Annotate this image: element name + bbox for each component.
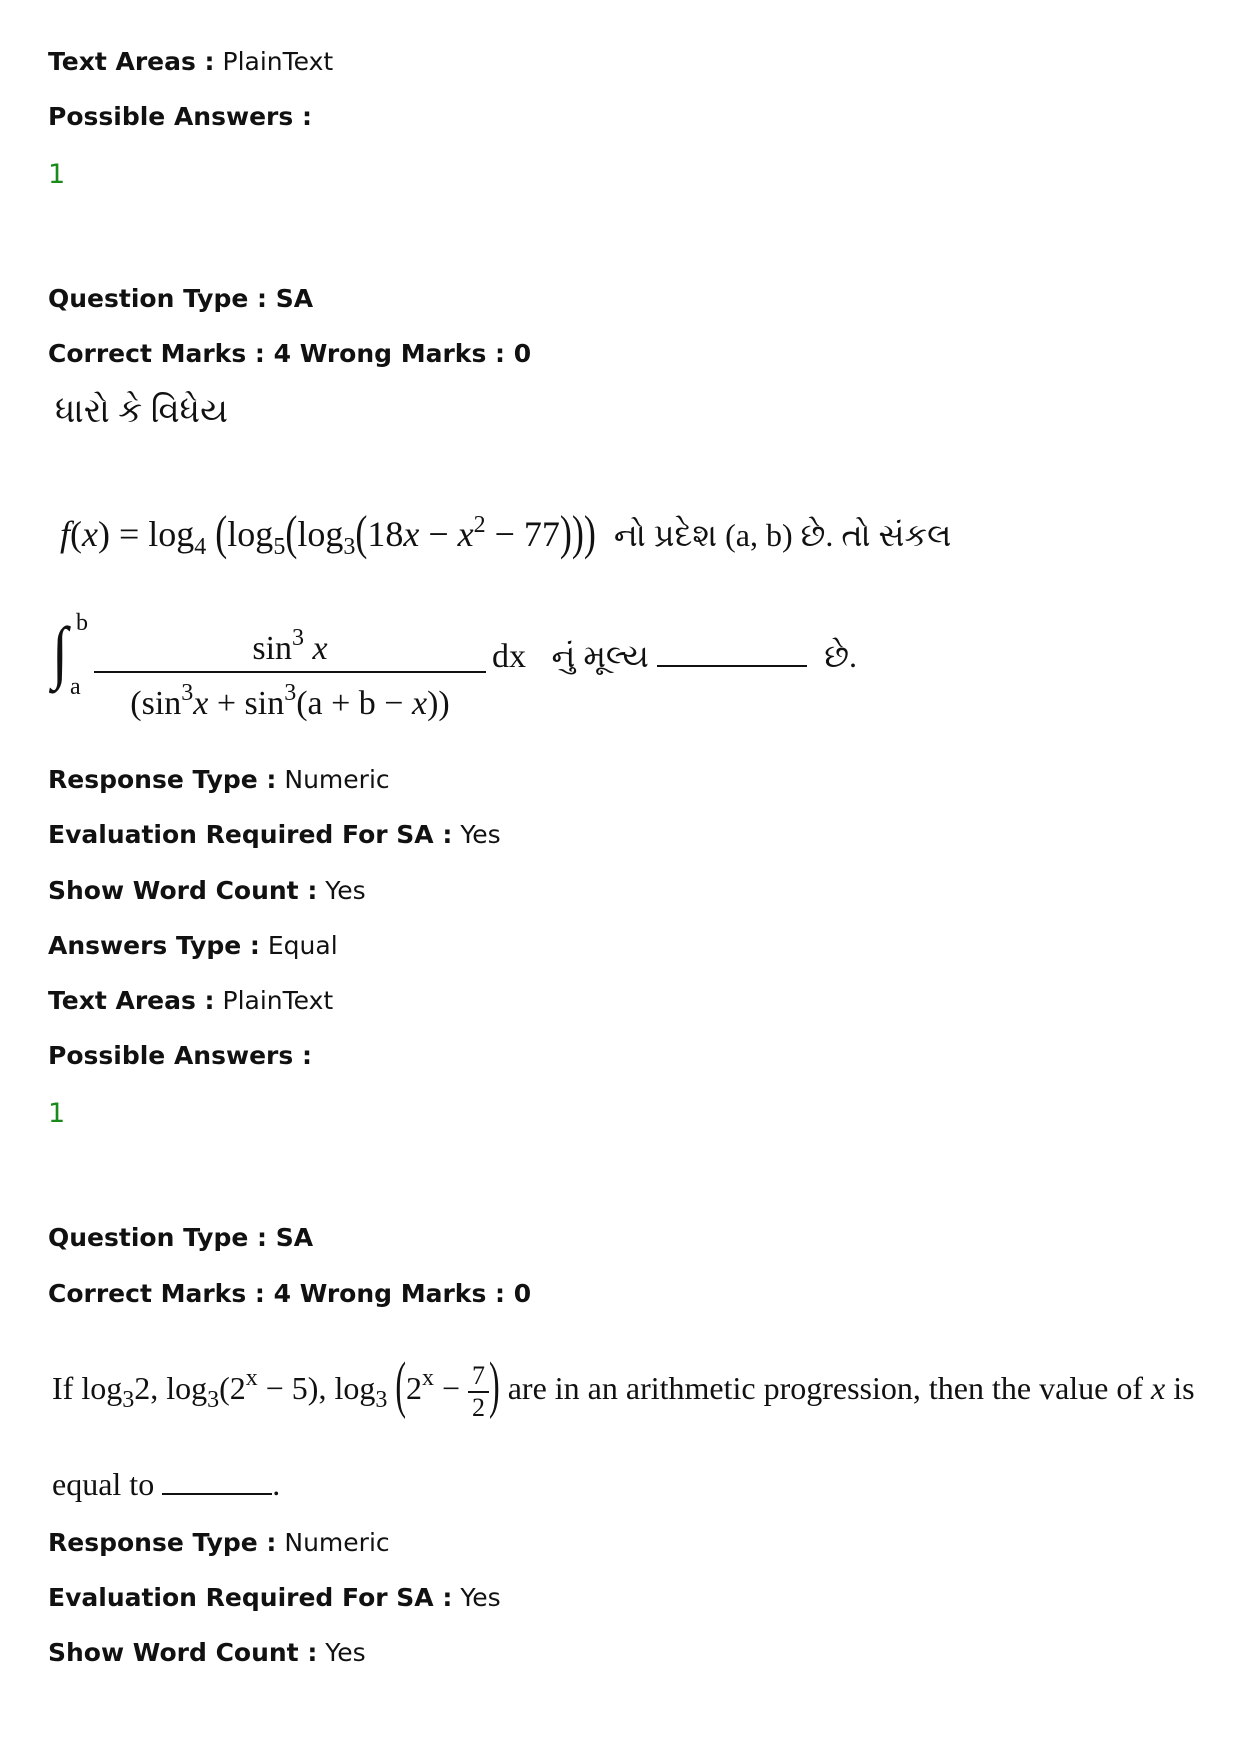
word-count-label: Show Word Count : [48,1638,318,1667]
end-text: છે. [824,638,858,674]
eq-log: ) = log [98,514,195,554]
period: . [272,1466,281,1502]
evaluation-label: Evaluation Required For SA : [48,1583,453,1612]
log-base: 3 [343,534,356,560]
response-type-value: Numeric [284,765,390,794]
x-var: x [457,514,474,554]
op: − [419,514,458,554]
word-count-row [48,875,366,907]
evaluation-value: Yes [460,820,501,849]
marks-line: Correct Marks : 4 Wrong Marks : 0 [48,339,532,368]
response-type-label: Response Type : [48,1528,277,1557]
fraction-numerator: 7 [468,1361,489,1393]
den: (sin [130,685,182,722]
exponent: 2 [473,512,486,538]
log-base: 3 [207,1387,220,1413]
exponent: 3 [181,680,194,706]
den: (a + b − [296,685,412,722]
answers-type-row [48,930,338,962]
word-count-row [48,1637,366,1669]
text-areas-label: Text Areas : [48,986,215,1015]
stem: 2, log [134,1370,208,1406]
response-type-row [48,764,390,796]
numerator [94,618,486,673]
den: )) [427,685,450,722]
possible-answer-value: 1 [48,159,66,190]
question-2-stem: If $\log_32$, $\log_3(2^x - 5)$, $\log_3 (2^x$ − $\frac{7}{2}$ ) are in an arithmetic progression, then the value of x is [52,1347,1195,1422]
answer-blank [657,663,807,667]
stem: − 5), log [257,1370,376,1406]
fraction [468,1361,489,1423]
word-count-label: Show Word Count : [48,876,318,905]
exponent: 3 [292,625,305,651]
response-type-value: Numeric [284,1528,390,1557]
f-symbol: f [60,514,71,554]
den: + sin [208,685,285,722]
question-type: Question Type : SA [48,1223,314,1252]
log-base: 3 [122,1387,135,1413]
possible-answer-value: 1 [48,1098,66,1129]
exponent: x [422,1365,434,1391]
exponent: 3 [284,680,297,706]
paren: ( [70,514,83,554]
text-areas-value: PlainText [222,986,334,1015]
evaluation-row [48,1582,501,1614]
x-var: x [403,514,420,554]
stem: are in an arithmetic progression, then the value of [507,1370,1144,1406]
stem: If log [52,1370,123,1406]
possible-answers-label: Possible Answers : [48,1041,312,1070]
dx-text: dx [492,638,526,675]
marks-line: Correct Marks : 4 Wrong Marks : 0 [48,1279,532,1308]
log-base: 3 [375,1387,388,1413]
log: log [297,514,344,554]
value-text: નું મૂલ્ય [551,638,649,674]
integral-sign: ∫ [52,612,68,691]
x-var: x [1151,1370,1166,1406]
const: − 77 [485,514,560,554]
word-count-value: Yes [325,1638,366,1667]
text-areas-label: Text Areas : [48,47,215,76]
stem: (2 [219,1370,246,1406]
response-type-label: Response Type : [48,765,277,794]
word-count-value: Yes [325,876,366,905]
evaluation-row [48,819,501,851]
log: log [227,514,274,554]
integral-lower: a [70,674,81,700]
stem: − [434,1370,469,1406]
stem: 2 [406,1370,422,1406]
x-var: x [411,685,428,722]
possible-answers-label: Possible Answers : [48,102,312,131]
x-var: x [193,685,209,722]
dx [492,638,857,676]
answers-type-value: Equal [267,931,338,960]
text-areas-row [48,985,333,1017]
log-base: 5 [273,534,286,560]
evaluation-label: Evaluation Required For SA : [48,820,453,849]
question-intro: ધારો કે વિધેય [55,393,228,430]
domain-text: નો પ્રદેશ (a, b) છે. તો સંકલ [613,517,952,553]
answers-type-label: Answers Type : [48,931,260,960]
text-areas-row [48,46,333,78]
exponent: x [245,1365,258,1391]
text-areas-value: PlainText [222,47,334,76]
denominator [94,673,486,724]
x-var: x [82,514,98,554]
integral-upper: b [76,610,88,636]
stem: is [1173,1370,1195,1406]
function-definition: $f(x) = \log_4 (\log_5(\log_3(18x - x^2 - 77)))$ નો પ્રદેશ (a, b) છે. તો સંકલ [60,505,952,560]
question-2-tail [52,1464,280,1504]
response-type-row [48,1527,390,1559]
fraction-denominator: 2 [472,1392,486,1422]
equal-to-text: equal to [52,1466,155,1502]
x-var: x [312,630,328,667]
coef: 18 [367,514,404,554]
question-type: Question Type : SA [48,284,314,313]
sin: sin [252,630,293,667]
evaluation-value: Yes [460,1583,501,1612]
log-base: 4 [194,534,207,560]
answer-blank [162,1491,272,1495]
integrand [94,618,486,724]
